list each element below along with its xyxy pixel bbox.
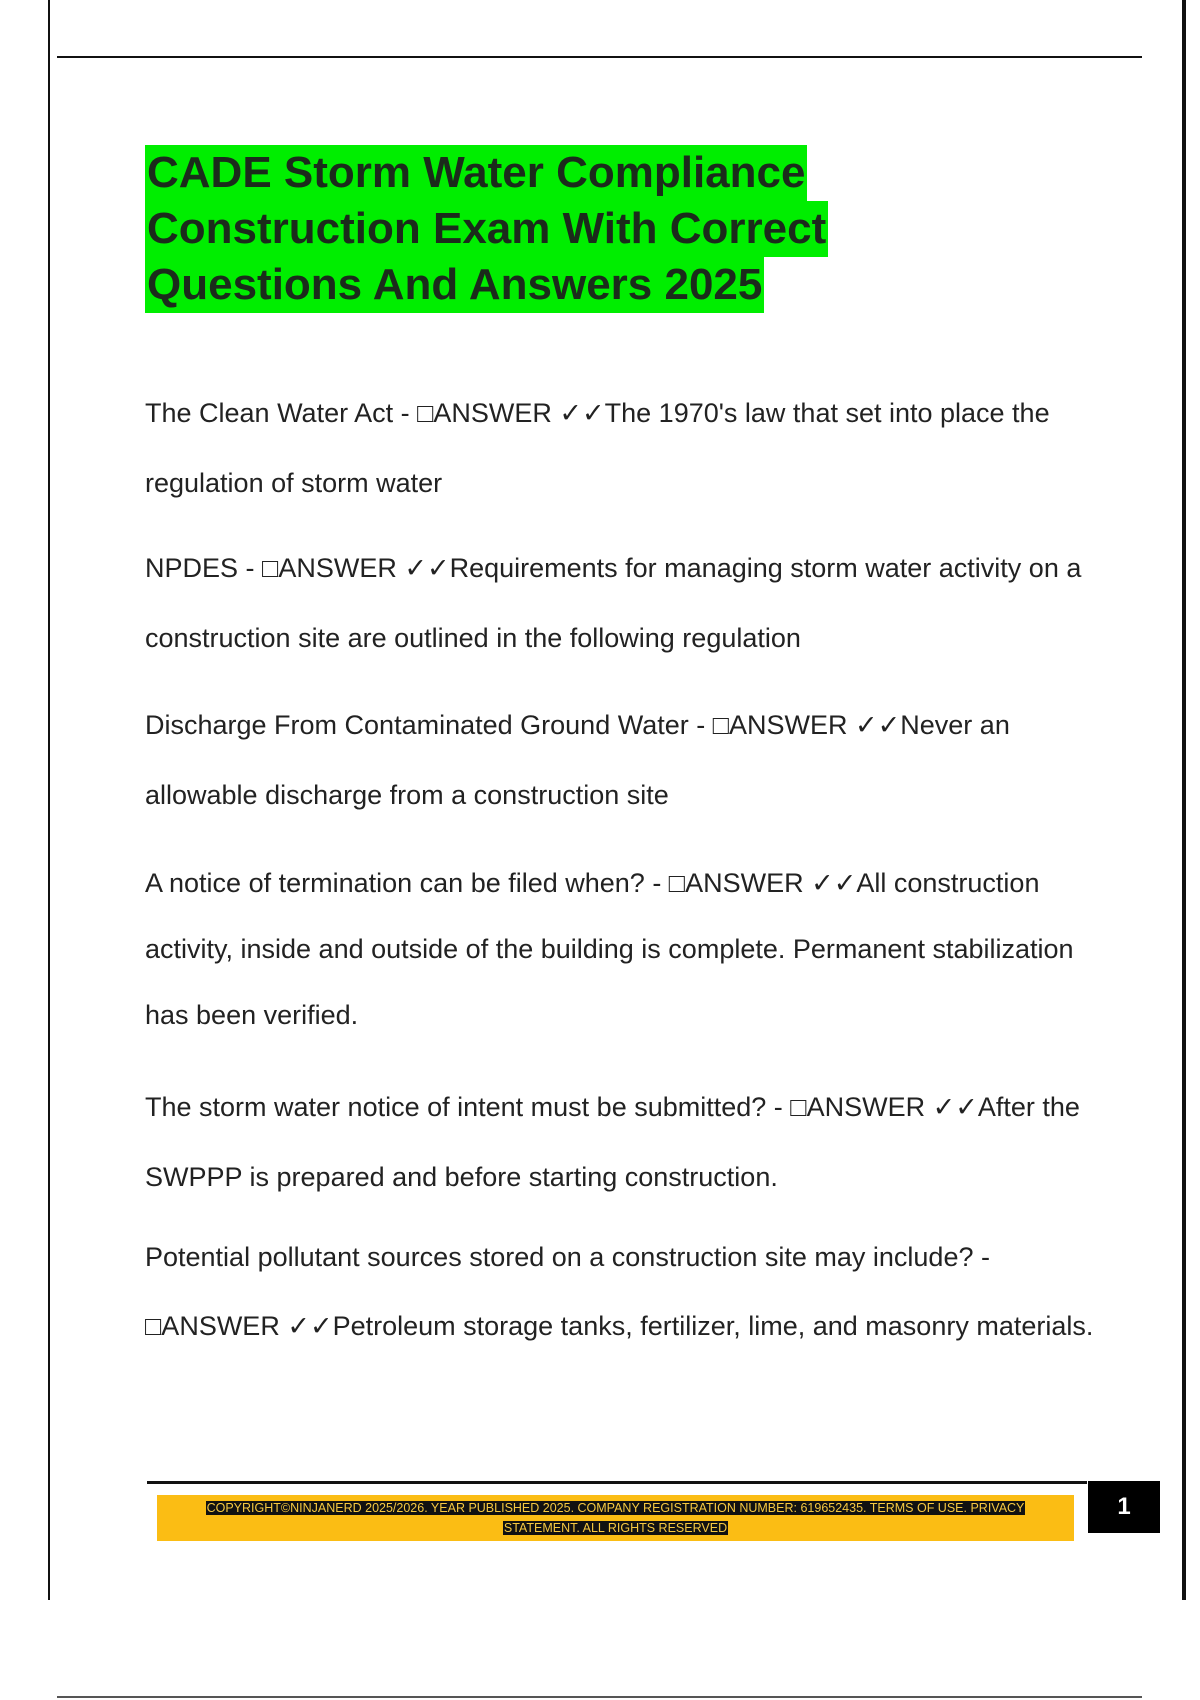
qa-item: The Clean Water Act - □ANSWER ✓✓The 1970's law that set into place the regulation of storm water <box>145 398 1050 498</box>
copyright-line-1: COPYRIGHT©NINJANERD 2025/2026. YEAR PUBLISHED 2025. COMPANY REGISTRATION NUMBER: 619652435. TERMS OF USE. PRIVACY <box>206 1501 1025 1515</box>
qa-item: NPDES - □ANSWER ✓✓Requirements for managing storm water activity on a construction site are outlined in the following regulation <box>145 553 1082 653</box>
copyright-footer <box>157 1495 1074 1541</box>
next-page-rule <box>57 1696 1142 1698</box>
copyright-text <box>171 1498 1061 1538</box>
footer-rule <box>147 1481 1087 1484</box>
qa-item: Potential pollutant sources stored on a construction site may include? - □ANSWER ✓✓Petroleum storage tanks, fertilizer, lime, and masonry materials. <box>145 1242 1094 1341</box>
page-number: 1 <box>1088 1481 1160 1533</box>
title-line-3: Questions And Answers 2025 <box>145 257 764 313</box>
copyright-line-2: STATEMENT. ALL RIGHTS RESERVED <box>503 1521 728 1535</box>
title-line-2: Construction Exam With Correct <box>145 201 828 257</box>
document-title <box>145 145 828 313</box>
page-border-left <box>48 0 50 1600</box>
header-rule <box>57 56 1142 58</box>
qa-item: The storm water notice of intent must be submitted? - □ANSWER ✓✓After the SWPPP is prepared and before starting construction. <box>145 1092 1080 1192</box>
title-line-1: CADE Storm Water Compliance <box>145 145 807 201</box>
qa-item: A notice of termination can be filed when? - □ANSWER ✓✓All construction activity, inside and outside of the building is complete. Permanent stabilization has been verified. <box>145 868 1074 1030</box>
qa-item: Discharge From Contaminated Ground Water - □ANSWER ✓✓Never an allowable discharge from a construction site <box>145 710 1010 810</box>
page-border-right <box>1182 0 1186 1600</box>
